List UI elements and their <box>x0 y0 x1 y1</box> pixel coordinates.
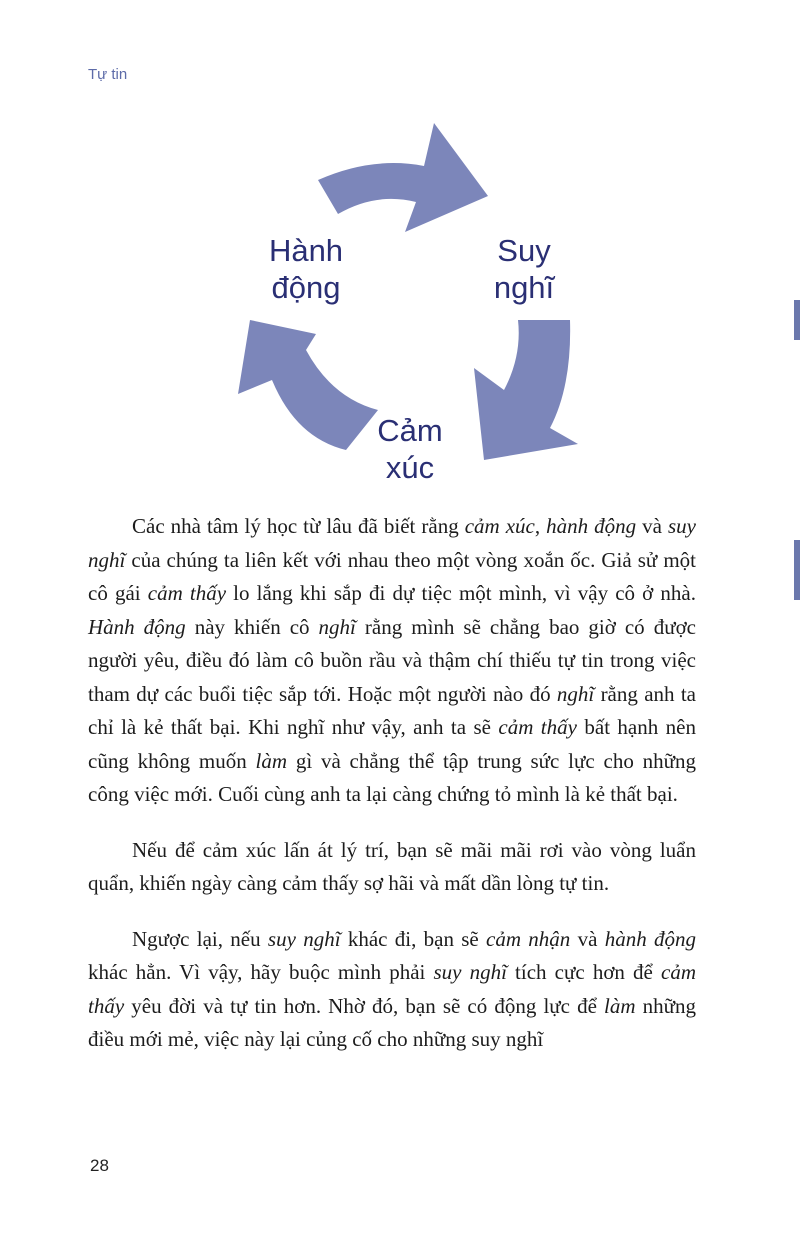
paragraph-3: Ngược lại, nếu suy nghĩ khác đi, bạn sẽ cảm nhận và hành động khác hẳn. Vì vậy, hãy buộc mình phải suy nghĩ tích cực hơn để cảm thấy yêu đời và tự tin hơn. Nhờ đó, bạn sẽ có động lực để làm những điều mới mẻ, việc này lại củng cố cho những suy nghĩ <box>88 926 696 1051</box>
body-text <box>88 510 696 1079</box>
page-edge-tab <box>794 540 800 600</box>
paragraph-1: Các nhà tâm lý học từ lâu đã biết rằng cảm xúc, hành động và suy nghĩ của chúng ta liên kết với nhau theo một vòng xoắn ốc. Giả sử một cô gái cảm thấy lo lắng khi sắp đi dự tiệc một mình, vì vậy cô ở nhà. Hành động này khiến cô nghĩ rằng mình sẽ chẳng bao giờ có được người yêu, điều đó làm cô buồn rầu và thậm chí thiếu tự tin trong việc tham dự các buổi tiệc sắp tới. Hoặc một người nào đó nghĩ rằng anh ta chỉ là kẻ thất bại. Khi nghĩ như vậy, anh ta sẽ cảm thấy bất hạnh nên cũng không muốn làm gì và chẳng thể tập trung sức lực cho những công việc mới. Cuối cùng anh ta lại càng chứng tỏ mình là kẻ thất bại. <box>88 514 697 806</box>
page-number: 28 <box>90 1156 109 1175</box>
page-edge-tab <box>794 300 800 340</box>
arrow-action-to-thought <box>318 123 488 232</box>
cycle-node-thought: Suy nghĩ <box>493 233 555 305</box>
cycle-diagram <box>210 118 590 508</box>
paragraph-2: Nếu để cảm xúc lấn át lý trí, bạn sẽ mãi mãi rơi vào vòng luẩn quẩn, khiến ngày càng cảm thấy sợ hãi và mất dần lòng tự tin. <box>88 837 696 895</box>
arrow-thought-to-feeling <box>474 320 578 460</box>
running-header: Tự tin <box>88 66 128 83</box>
cycle-node-action: Hành động <box>268 233 344 305</box>
cycle-node-feeling: Cảm xúc <box>377 413 443 485</box>
